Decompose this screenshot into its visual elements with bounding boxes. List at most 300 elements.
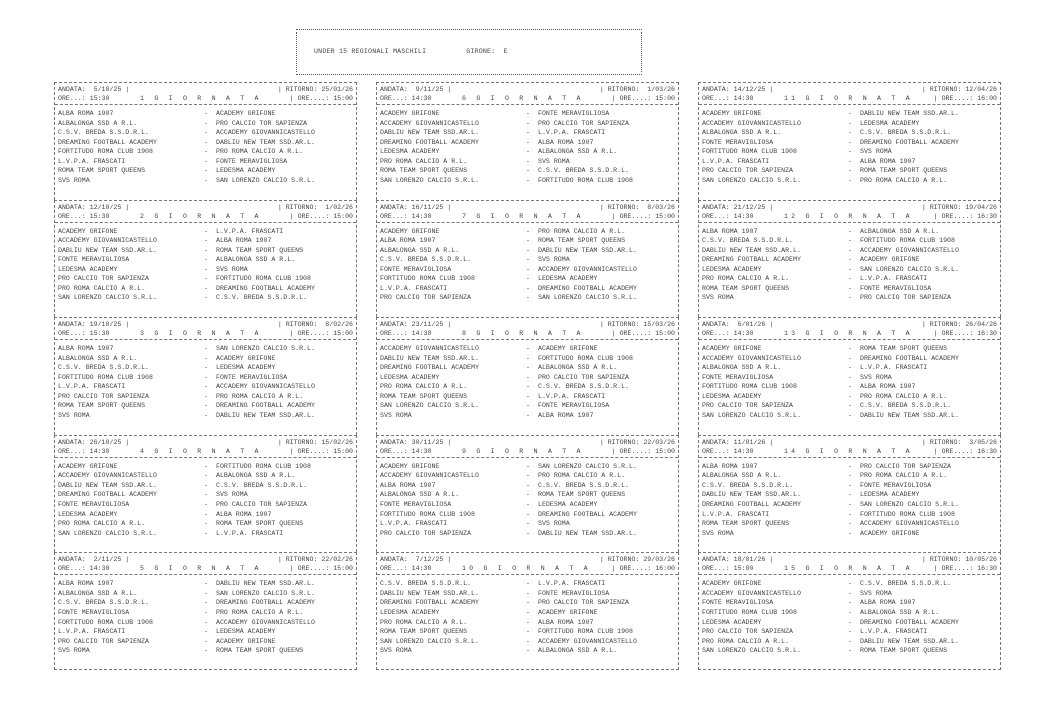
match-row (380, 157, 675, 167)
home-team: DREAMING FOOTBALL ACADEMY (380, 364, 479, 372)
match-separator: - (526, 392, 530, 400)
home-team: PRO CALCIO TOR SAPIENZA (58, 275, 150, 283)
away-team: DREAMING FOOTBALL ACADEMY (860, 354, 959, 362)
match-row (380, 579, 675, 589)
away-team: SVS ROMA (860, 589, 892, 597)
match-separator: - (526, 412, 530, 420)
match-row (380, 401, 675, 411)
away-team: ALBALONGA SSD A R.L. (216, 472, 296, 480)
match-separator: - (526, 176, 530, 184)
away-team: ROMA TEAM SPORT QUEENS (860, 647, 948, 655)
home-team: C.S.V. BREDA S.S.D.R.L. (58, 364, 150, 372)
match-row (380, 274, 675, 284)
match-row (702, 293, 997, 303)
banner-text (314, 48, 548, 55)
match-row (380, 598, 675, 608)
match-separator: - (848, 354, 852, 362)
away-team: ACADEMY GRIFONE (860, 256, 920, 264)
match-separator: - (204, 373, 208, 381)
match-row (58, 227, 353, 237)
match-row (58, 354, 353, 364)
match-row (58, 471, 353, 481)
andata-time: ORE...: 15:30 (58, 330, 110, 338)
matchday-block (376, 200, 679, 318)
match-separator: - (848, 580, 852, 588)
match-separator: - (526, 246, 530, 254)
away-team: L.V.P.A. FRASCATI (860, 364, 928, 372)
match-separator: - (526, 500, 530, 508)
match-row (702, 598, 997, 608)
home-team: SAN LORENZO CALCIO S.R.L. (58, 294, 157, 302)
matchday-block (698, 200, 1001, 318)
giornata-label: 2 G I O R N A T A (140, 212, 262, 220)
home-team: L.V.P.A. FRASCATI (702, 510, 770, 518)
away-team: SVS ROMA (216, 265, 248, 273)
away-team: PRO ROMA CALCIO A R.L. (538, 472, 626, 480)
away-team: SVS ROMA (538, 157, 570, 165)
away-team: ALBALONGA SSD A R.L. (860, 227, 940, 235)
match-separator: - (848, 628, 852, 636)
home-team: DABLIU NEW TEAM SSD.AR.L. (702, 491, 801, 499)
ritorno-date: | RITORNO: 12/04/26 (921, 86, 997, 93)
home-team: PRO ROMA CALCIO A R.L. (380, 383, 468, 391)
away-team: PRO CALCIO TOR SAPIENZA (860, 462, 952, 470)
match-separator: - (848, 167, 852, 175)
match-separator: - (204, 275, 208, 283)
match-separator: - (526, 628, 530, 636)
match-separator: - (848, 129, 852, 137)
match-row (380, 471, 675, 481)
away-team: ACCADEMY GIOVANNICASTELLO (538, 637, 637, 645)
match-row (380, 119, 675, 129)
banner-right-border (637, 32, 642, 72)
ritorno-date: | RITORNO: 15/03/26 (599, 321, 675, 329)
home-team: C.S.V. BREDA S.S.D.R.L. (380, 580, 472, 588)
home-team: C.S.V. BREDA S.S.D.R.L. (702, 481, 794, 489)
match-list (55, 575, 356, 655)
away-team: DREAMING FOOTBALL ACADEMY (216, 402, 315, 410)
andata-time: ORE...: 15:00 (702, 565, 754, 573)
match-separator: - (526, 637, 530, 645)
match-separator: - (526, 294, 530, 302)
match-row (702, 147, 997, 157)
match-row (380, 392, 675, 402)
home-team: SVS ROMA (380, 647, 412, 655)
title-banner (296, 29, 642, 75)
match-row (702, 265, 997, 275)
match-separator: - (526, 157, 530, 165)
giornata-label: 8 G I O R N A T A (462, 330, 584, 338)
match-row (58, 500, 353, 510)
match-separator: - (526, 129, 530, 137)
match-row (58, 138, 353, 148)
andata-time: ORE...: 14:30 (702, 95, 754, 102)
ritorno-time: | ORE....: 15:00 (611, 212, 675, 220)
home-team: PRO ROMA CALCIO A R.L. (380, 157, 468, 165)
home-team: ALBALONGA SSD A R.L. (702, 472, 782, 480)
match-separator: - (204, 176, 208, 184)
away-team: ALBALONGA SSD A R.L. (860, 609, 940, 617)
home-team: LEDESMA ACADEMY (380, 148, 440, 156)
matchday-block (54, 435, 357, 553)
home-team: FONTE MERAVIGLIOSA (702, 373, 774, 381)
away-team: ROMA TEAM SPORT QUEENS (860, 167, 948, 175)
match-row (702, 589, 997, 599)
home-team: SAN LORENZO CALCIO S.R.L. (380, 176, 479, 184)
away-team: LEDESMA ACADEMY (860, 119, 920, 127)
away-team: ACADEMY GRIFONE (538, 345, 598, 353)
home-team: FORTITUDO ROMA CLUB 1908 (58, 148, 153, 156)
ritorno-date: | RITORNO: 8/03/26 (599, 203, 675, 211)
away-team: C.S.V. BREDA S.S.D.R.L. (860, 402, 952, 410)
home-team: DABLIU NEW TEAM SSD.AR.L. (380, 589, 479, 597)
away-team: ACCADEMY GIOVANNICASTELLO (216, 129, 315, 137)
home-team: PRO ROMA CALCIO A R.L. (58, 520, 146, 528)
andata-time: ORE...: 14:30 (380, 565, 432, 573)
ritorno-date: | RITORNO: 8/02/26 (277, 321, 353, 329)
andata-time: ORE...: 14:30 (380, 447, 432, 455)
giornata-label: 6 G I O R N A T A (462, 95, 584, 102)
matchday-header (699, 553, 1000, 575)
match-separator: - (204, 227, 208, 235)
home-team: L.V.P.A. FRASCATI (380, 520, 448, 528)
away-team: SVS ROMA (538, 256, 570, 264)
home-team: ALBALONGA SSD A R.L. (702, 364, 782, 372)
away-team: PRO ROMA CALCIO A R.L. (860, 392, 948, 400)
championship-title: UNDER 15 REGIONALI MASCHILI (314, 48, 427, 55)
away-team: FORTITUDO ROMA CLUB 1908 (216, 275, 311, 283)
match-separator: - (848, 510, 852, 518)
home-team: PRO CALCIO TOR SAPIENZA (702, 402, 794, 410)
match-separator: - (848, 110, 852, 117)
match-list (699, 105, 1000, 185)
away-team: L.V.P.A. FRASCATI (538, 129, 606, 137)
match-list (377, 340, 678, 420)
match-list (377, 458, 678, 538)
away-team: PRO CALCIO TOR SAPIENZA (538, 119, 630, 127)
match-row (58, 236, 353, 246)
home-team: SVS ROMA (58, 176, 90, 184)
away-team: LEDESMA ACADEMY (216, 167, 276, 175)
match-row (58, 411, 353, 421)
match-separator: - (204, 412, 208, 420)
home-team: ACCADEMY GIOVANNICASTELLO (380, 345, 479, 353)
match-separator: - (526, 383, 530, 391)
match-separator: - (204, 628, 208, 636)
home-team: SAN LORENZO CALCIO S.R.L. (702, 412, 801, 420)
away-team: ACCADEMY GIOVANNICASTELLO (216, 383, 315, 391)
away-team: SAN LORENZO CALCIO S.R.L. (216, 589, 315, 597)
match-separator: - (848, 227, 852, 235)
away-team: DREAMING FOOTBALL ACADEMY (216, 284, 315, 292)
home-team: SVS ROMA (702, 529, 734, 537)
home-team: LEDESMA ACADEMY (702, 618, 762, 626)
matchday-header (377, 83, 678, 105)
match-separator: - (848, 148, 852, 156)
away-team: DREAMING FOOTBALL ACADEMY (538, 510, 637, 518)
andata-date: ANDATA: 9/11/25 | (380, 86, 452, 93)
home-team: L.V.P.A. FRASCATI (58, 383, 126, 391)
match-separator: - (526, 237, 530, 245)
match-row (380, 481, 675, 491)
matchday-block (376, 552, 679, 670)
match-row (702, 529, 997, 539)
andata-date: ANDATA: 23/11/25 | (380, 321, 452, 329)
match-list (55, 458, 356, 538)
match-row (380, 109, 675, 119)
giornata-label: 1 G I O R N A T A (140, 95, 262, 102)
match-separator: - (526, 609, 530, 617)
away-team: FORTITUDO ROMA CLUB 1908 (538, 176, 633, 184)
home-team: ALBALONGA SSD A R.L. (58, 589, 138, 597)
match-row (702, 255, 997, 265)
home-team: DREAMING FOOTBALL ACADEMY (380, 138, 479, 146)
match-separator: - (526, 256, 530, 264)
match-row (58, 392, 353, 402)
match-row (58, 157, 353, 167)
match-separator: - (526, 529, 530, 537)
match-separator: - (204, 647, 208, 655)
home-team: PRO CALCIO TOR SAPIENZA (380, 529, 472, 537)
home-team: DREAMING FOOTBALL ACADEMY (702, 256, 801, 264)
ritorno-time: | ORE....: 15:00 (289, 447, 353, 455)
match-separator: - (526, 589, 530, 597)
match-separator: - (204, 609, 208, 617)
match-separator: - (526, 227, 530, 235)
match-row (380, 176, 675, 186)
match-separator: - (204, 599, 208, 607)
match-separator: - (526, 354, 530, 362)
andata-time: ORE...: 14:30 (380, 212, 432, 220)
away-team: L.V.P.A. FRASCATI (216, 529, 284, 537)
away-team: FONTE MERAVIGLIOSA (216, 373, 288, 381)
matchday-header (699, 318, 1000, 340)
away-team: ACADEMY GRIFONE (216, 110, 276, 117)
match-list (699, 223, 1000, 303)
away-team: ALBA ROMA 1907 (538, 412, 594, 420)
match-row (58, 627, 353, 637)
home-team: PRO ROMA CALCIO A R.L. (380, 618, 468, 626)
away-team: L.V.P.A. FRASCATI (216, 227, 284, 235)
match-row (58, 589, 353, 599)
home-team: FORTITUDO ROMA CLUB 1908 (702, 148, 797, 156)
match-separator: - (204, 265, 208, 273)
match-row (702, 608, 997, 618)
matchday-header (699, 201, 1000, 223)
away-team: ALBA ROMA 1907 (538, 618, 594, 626)
match-row (58, 284, 353, 294)
home-team: ROMA TEAM SPORT QUEENS (380, 628, 468, 636)
ritorno-time: | ORE....: 16:30 (933, 565, 997, 573)
away-team: SAN LORENZO CALCIO S.R.L. (860, 265, 959, 273)
matchday-block (376, 82, 679, 200)
home-team: ACCADEMY GIOVANNICASTELLO (58, 237, 157, 245)
match-row (58, 382, 353, 392)
away-team: ALBA ROMA 1907 (860, 599, 916, 607)
match-row (380, 227, 675, 237)
match-separator: - (526, 110, 530, 117)
away-team: L.V.P.A. FRASCATI (538, 580, 606, 588)
matchday-header (55, 436, 356, 458)
schedule-column-1 (54, 82, 357, 670)
away-team: LEDESMA ACADEMY (216, 628, 276, 636)
away-team: ROMA TEAM SPORT QUEENS (216, 647, 304, 655)
home-team: PRO CALCIO TOR SAPIENZA (58, 392, 150, 400)
match-row (702, 119, 997, 129)
home-team: ALBA ROMA 1907 (58, 110, 114, 117)
away-team: ACCADEMY GIOVANNICASTELLO (538, 265, 637, 273)
home-team: LEDESMA ACADEMY (702, 265, 762, 273)
match-row (380, 373, 675, 383)
ritorno-date: | RITORNO: 25/01/26 (277, 86, 353, 93)
giornata-label: 15 G I O R N A T A (784, 565, 913, 573)
andata-time: ORE...: 14:30 (702, 447, 754, 455)
match-row (380, 382, 675, 392)
home-team: LEDESMA ACADEMY (58, 265, 118, 273)
away-team: SAN LORENZO CALCIO S.R.L. (216, 176, 315, 184)
andata-date: ANDATA: 11/01/26 | (702, 438, 774, 446)
andata-time: ORE...: 14:30 (702, 212, 754, 220)
ritorno-time: | ORE....: 16:30 (933, 330, 997, 338)
match-separator: - (204, 364, 208, 372)
match-separator: - (204, 167, 208, 175)
away-team: ALBALONGA SSD A R.L. (538, 364, 618, 372)
match-row (380, 138, 675, 148)
home-team: FORTITUDO ROMA CLUB 1908 (702, 609, 797, 617)
home-team: ALBA ROMA 1907 (58, 580, 114, 588)
ritorno-time: | ORE....: 16:30 (933, 447, 997, 455)
match-separator: - (848, 373, 852, 381)
andata-time: ORE...: 14:30 (380, 330, 432, 338)
match-separator: - (848, 500, 852, 508)
match-row (702, 157, 997, 167)
home-team: PRO ROMA CALCIO A R.L. (702, 275, 790, 283)
home-team: ALBA ROMA 1907 (702, 227, 758, 235)
away-team: FORTITUDO ROMA CLUB 1908 (216, 462, 311, 470)
match-separator: - (848, 599, 852, 607)
giornata-label: 9 G I O R N A T A (462, 447, 584, 455)
away-team: ALBA ROMA 1907 (538, 138, 594, 146)
home-team: LEDESMA ACADEMY (380, 609, 440, 617)
match-row (702, 354, 997, 364)
matchday-block (698, 552, 1001, 670)
match-separator: - (526, 275, 530, 283)
away-team: ALBA ROMA 1907 (216, 510, 272, 518)
away-team: ACADEMY GRIFONE (216, 637, 276, 645)
home-team: FONTE MERAVIGLIOSA (702, 138, 774, 146)
home-team: DABLIU NEW TEAM SSD.AR.L. (58, 246, 157, 254)
match-row (380, 608, 675, 618)
home-team: L.V.P.A. FRASCATI (58, 157, 126, 165)
home-team: ACCADEMY GIOVANNICASTELLO (380, 119, 479, 127)
match-row (702, 519, 997, 529)
giornata-label: 4 G I O R N A T A (140, 447, 262, 455)
ritorno-time: | ORE....: 15:00 (289, 212, 353, 220)
away-team: PRO ROMA CALCIO A R.L. (860, 472, 948, 480)
match-separator: - (204, 402, 208, 410)
match-row (58, 598, 353, 608)
match-row (702, 490, 997, 500)
ritorno-date: | RITORNO: 10/05/26 (921, 556, 997, 564)
away-team: PRO ROMA CALCIO A R.L. (860, 176, 948, 184)
ritorno-time: | ORE....: 16:00 (611, 565, 675, 573)
ritorno-time: | ORE....: 15:00 (611, 95, 675, 102)
match-separator: - (204, 637, 208, 645)
match-row (702, 176, 997, 186)
home-team: ACCADEMY GIOVANNICASTELLO (380, 472, 479, 480)
home-team: C.S.V. BREDA S.S.D.R.L. (58, 599, 150, 607)
banner-left-border (296, 32, 301, 72)
match-row (58, 293, 353, 303)
away-team: ACADEMY GRIFONE (216, 354, 276, 362)
matchday-block (376, 317, 679, 435)
match-row (380, 500, 675, 510)
match-row (702, 481, 997, 491)
match-separator: - (204, 148, 208, 156)
match-row (58, 265, 353, 275)
away-team: ACCADEMY GIOVANNICASTELLO (860, 520, 959, 528)
home-team: FORTITUDO ROMA CLUB 1908 (58, 618, 153, 626)
match-row (702, 411, 997, 421)
match-row (380, 589, 675, 599)
away-team: ALBALONGA SSD A R.L. (538, 148, 618, 156)
home-team: FONTE MERAVIGLIOSA (380, 500, 452, 508)
match-row (702, 462, 997, 472)
andata-time: ORE...: 14:30 (380, 95, 432, 102)
away-team: SVS ROMA (216, 491, 248, 499)
match-row (380, 255, 675, 265)
home-team: ACCADEMY GIOVANNICASTELLO (702, 589, 801, 597)
match-separator: - (204, 618, 208, 626)
match-separator: - (526, 345, 530, 353)
match-row (702, 646, 997, 656)
match-separator: - (204, 500, 208, 508)
ritorno-time: | ORE....: 15:00 (611, 447, 675, 455)
match-separator: - (848, 412, 852, 420)
home-team: DREAMING FOOTBALL ACADEMY (380, 599, 479, 607)
match-row (702, 500, 997, 510)
match-row (380, 354, 675, 364)
andata-time: ORE...: 14:30 (58, 447, 110, 455)
match-list (377, 105, 678, 185)
matchday-header (377, 436, 678, 458)
away-team: C.S.V. BREDA S.S.D.R.L. (860, 580, 952, 588)
match-row (380, 344, 675, 354)
match-list (55, 223, 356, 303)
match-separator: - (204, 510, 208, 518)
match-separator: - (204, 284, 208, 292)
home-team: SAN LORENZO CALCIO S.R.L. (58, 529, 157, 537)
away-team: C.S.V. BREDA S.S.D.R.L. (216, 481, 308, 489)
match-separator: - (526, 510, 530, 518)
match-separator: - (848, 265, 852, 273)
match-separator: - (204, 491, 208, 499)
andata-date: ANDATA: 26/10/25 | (58, 438, 130, 446)
match-separator: - (204, 580, 208, 588)
home-team: LEDESMA ACADEMY (58, 510, 118, 518)
home-team: ALBA ROMA 1907 (58, 345, 114, 353)
match-separator: - (848, 618, 852, 626)
match-separator: - (204, 520, 208, 528)
andata-date: ANDATA: 5/10/25 | (58, 86, 130, 93)
away-team: ACCADEMY GIOVANNICASTELLO (216, 618, 315, 626)
match-separator: - (848, 609, 852, 617)
home-team: ALBALONGA SSD A R.L. (380, 246, 460, 254)
match-separator: - (526, 148, 530, 156)
andata-date: ANDATA: 12/10/25 | (58, 203, 130, 211)
away-team: PRO CALCIO TOR SAPIENZA (538, 599, 630, 607)
match-row (702, 236, 997, 246)
